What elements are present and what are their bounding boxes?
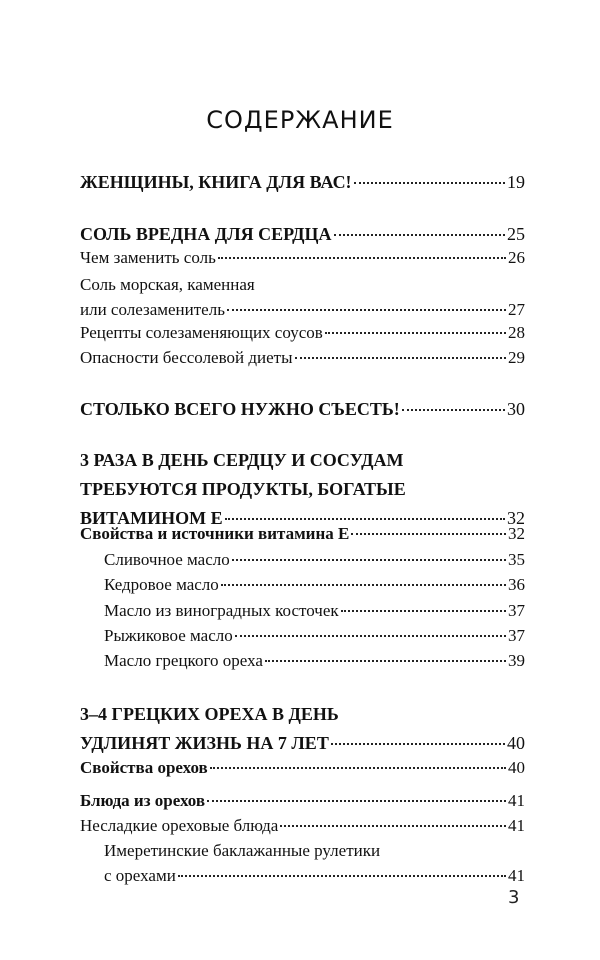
toc-entry-title: Кедровое масло	[104, 575, 219, 594]
toc-entry-title-line: Имеретинские баклажанные рулетики	[104, 841, 381, 860]
toc-entry-page: 36	[508, 575, 525, 594]
toc-entry[interactable]	[80, 521, 525, 546]
dot-leader	[235, 635, 506, 637]
toc-entry-title: СТОЛЬКО ВСЕГО НУЖНО СЪЕСТЬ!	[80, 399, 400, 419]
toc-entry-page: 28	[508, 323, 525, 342]
toc-entry-line	[80, 521, 525, 546]
toc-entry-page: 29	[508, 348, 525, 367]
dot-leader	[295, 357, 507, 359]
toc-entry-title: СОЛЬ ВРЕДНА ДЛЯ СЕРДЦА	[80, 224, 332, 244]
dot-leader	[218, 257, 506, 259]
dot-leader	[351, 533, 506, 535]
dot-leader	[265, 660, 506, 662]
dot-leader	[354, 182, 505, 184]
dot-leader	[325, 332, 506, 334]
toc-entry-title: с орехами	[104, 866, 176, 885]
toc-entry-page: 41	[508, 791, 525, 810]
toc-entry[interactable]	[80, 320, 525, 345]
toc-entry-line	[80, 245, 525, 270]
toc-entry-title: Несладкие ореховые блюда	[80, 816, 279, 835]
toc-entry-line	[80, 729, 525, 758]
toc-entry-page: 41	[508, 816, 525, 835]
toc-entry-title: УДЛИНЯТ ЖИЗНЬ НА 7 ЛЕТ	[80, 733, 329, 753]
toc-entry-title: Масло из виноградных косточек	[104, 601, 339, 620]
toc-entry-title: ВИТАМИНОМ Е	[80, 508, 223, 528]
toc-entry-line	[80, 813, 525, 838]
toc-entry[interactable]	[80, 446, 525, 533]
table-of-contents	[80, 0, 525, 960]
toc-entry[interactable]	[104, 547, 525, 572]
dot-leader	[331, 743, 505, 745]
toc-entry-title: ЖЕНЩИНЫ, КНИГА ДЛЯ ВАС!	[80, 172, 352, 192]
toc-entry-title: или солезаменитель	[80, 300, 225, 319]
toc-entry-line	[104, 648, 525, 673]
toc-entry-title: Сливочное масло	[104, 550, 230, 569]
toc-entry[interactable]	[104, 648, 525, 673]
toc-entry-title-line: 3 РАЗА В ДЕНЬ СЕРДЦУ И СОСУДАМ	[80, 450, 404, 470]
page-title: СОДЕРЖАНИЕ	[206, 106, 394, 134]
toc-entry-title: Блюда из орехов	[80, 791, 206, 810]
toc-entry-page: 26	[508, 248, 525, 267]
toc-entry[interactable]	[80, 755, 525, 780]
toc-entry-line	[80, 168, 525, 197]
toc-entry[interactable]	[80, 395, 525, 424]
toc-entry-line	[104, 547, 525, 572]
dot-leader	[221, 584, 506, 586]
toc-entry-title: Масло грецкого ореха	[104, 651, 263, 670]
dot-leader	[280, 825, 506, 827]
toc-entry-line	[104, 623, 525, 648]
toc-entry-title: Чем заменить соль	[80, 248, 216, 267]
toc-entry[interactable]	[80, 168, 525, 197]
toc-entry-page: 32	[508, 524, 525, 543]
toc-entry-page: 27	[508, 300, 525, 319]
dot-leader	[334, 234, 505, 236]
toc-entry-page: 37	[508, 601, 525, 620]
toc-entry[interactable]	[80, 788, 525, 813]
toc-entry[interactable]	[104, 598, 525, 623]
toc-entry-line	[104, 598, 525, 623]
dot-leader	[341, 610, 506, 612]
toc-entry[interactable]	[104, 838, 525, 888]
toc-entry[interactable]	[104, 572, 525, 597]
toc-entry-title: Свойства орехов	[80, 758, 208, 777]
toc-entry-title-line: ТРЕБУЮТСЯ ПРОДУКТЫ, БОГАТЫЕ	[80, 479, 406, 499]
toc-entry[interactable]	[104, 623, 525, 648]
toc-entry-page: 25	[507, 224, 525, 244]
toc-entry-line	[80, 395, 525, 424]
toc-entry-title: Опасности бессолевой диеты	[80, 348, 293, 367]
toc-entry[interactable]	[80, 245, 525, 270]
toc-entry-page: 19	[507, 172, 525, 192]
toc-entry-line	[104, 863, 525, 888]
toc-entry[interactable]	[80, 700, 525, 758]
toc-entry-line	[80, 345, 525, 370]
toc-entry-page: 35	[508, 550, 525, 569]
dot-leader	[225, 518, 505, 520]
dot-leader	[178, 875, 506, 877]
toc-entry-page: 40	[507, 733, 525, 753]
toc-entry-line	[80, 297, 525, 322]
toc-entry[interactable]	[80, 813, 525, 838]
toc-entry-title: Рыжиковое масло	[104, 626, 233, 645]
toc-entry-page: 30	[507, 399, 525, 419]
toc-entry-line	[80, 788, 525, 813]
toc-entry-page: 40	[508, 758, 525, 777]
toc-entry-title: Рецепты солезаменяющих соусов	[80, 323, 323, 342]
toc-entry[interactable]	[80, 272, 525, 322]
toc-entry-title-line: 3–4 ГРЕЦКИХ ОРЕХА В ДЕНЬ	[80, 704, 339, 724]
page-number: 3	[508, 887, 520, 908]
toc-entry-page: 32	[507, 508, 525, 528]
toc-entry-title-line: Соль морская, каменная	[80, 275, 255, 294]
dot-leader	[207, 800, 506, 802]
toc-entry-title: Свойства и источники витамина Е	[80, 524, 350, 543]
dot-leader	[227, 309, 506, 311]
dot-leader	[402, 409, 505, 411]
toc-entry-line	[80, 755, 525, 780]
toc-entry-page: 37	[508, 626, 525, 645]
toc-entry[interactable]	[80, 345, 525, 370]
toc-entry-line	[80, 320, 525, 345]
dot-leader	[210, 767, 506, 769]
toc-entry-line	[104, 572, 525, 597]
toc-entry-page: 41	[508, 866, 525, 885]
dot-leader	[232, 559, 506, 561]
toc-entry-page: 39	[508, 651, 525, 670]
